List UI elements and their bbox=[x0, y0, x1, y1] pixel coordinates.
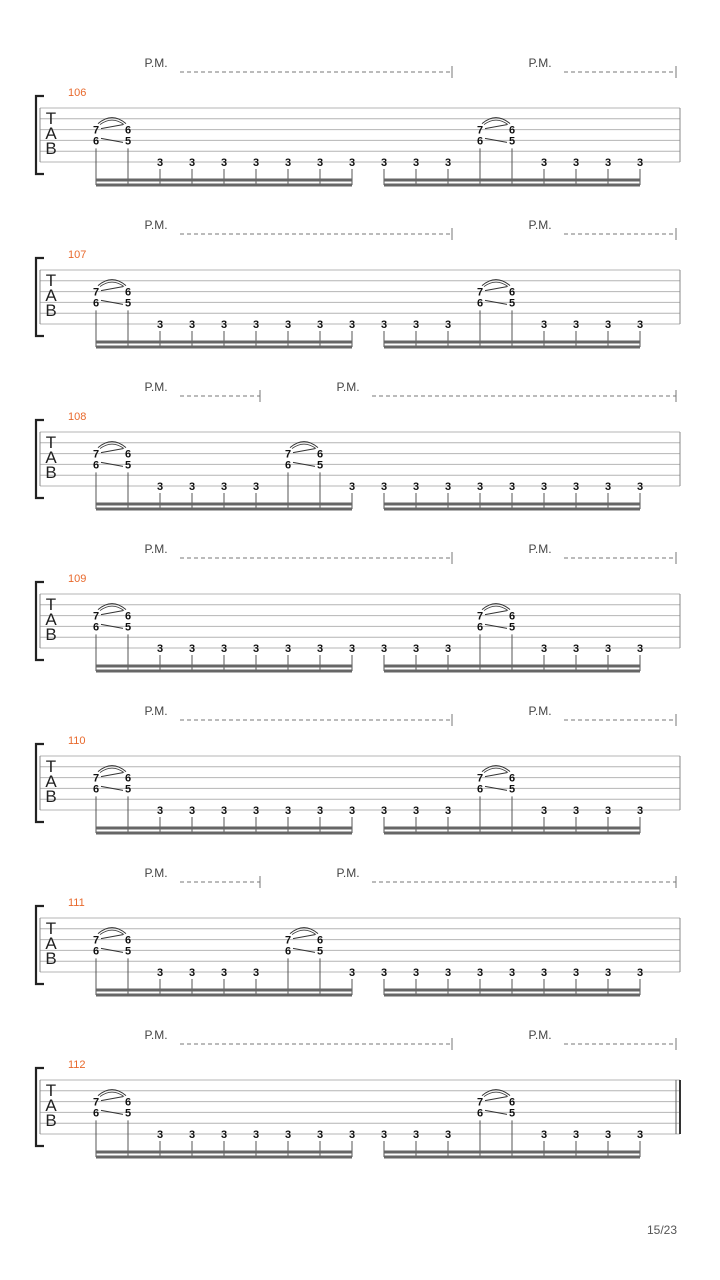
tab-clef-letter: T bbox=[45, 919, 57, 938]
slide-line bbox=[293, 935, 315, 939]
note-beam bbox=[96, 508, 352, 511]
fret-number: 3 bbox=[540, 1129, 548, 1141]
fret-number: 3 bbox=[444, 1129, 452, 1141]
fret-number: 3 bbox=[380, 643, 388, 655]
bar-number: 107 bbox=[68, 249, 87, 261]
tab-clef-letter: B bbox=[45, 625, 57, 644]
fret-number: 3 bbox=[348, 481, 356, 493]
tab-system bbox=[36, 380, 680, 511]
fret-number: 3 bbox=[188, 805, 196, 817]
tab-clef-letter: A bbox=[45, 934, 57, 953]
fret-number: 3 bbox=[572, 967, 580, 979]
fret-number: 6 bbox=[124, 610, 132, 623]
tie-arc bbox=[484, 768, 508, 773]
fret-number: 3 bbox=[156, 643, 164, 655]
fret-number: 3 bbox=[572, 319, 580, 331]
fret-number: 7 bbox=[92, 772, 100, 785]
fret-number: 3 bbox=[636, 157, 644, 169]
fret-number: 3 bbox=[572, 1129, 580, 1141]
fret-number: 6 bbox=[124, 934, 132, 947]
palm-mute-label: P.M. bbox=[528, 704, 552, 718]
fret-number: 3 bbox=[188, 967, 196, 979]
note-beam bbox=[384, 832, 640, 835]
fret-number: 3 bbox=[636, 805, 644, 817]
fret-number: 3 bbox=[412, 805, 420, 817]
fret-number: 3 bbox=[604, 319, 612, 331]
fret-number: 5 bbox=[508, 135, 516, 148]
tab-system bbox=[36, 1028, 680, 1159]
note-beam bbox=[96, 1151, 352, 1154]
slide-line bbox=[293, 449, 315, 453]
tie-arc bbox=[484, 1092, 508, 1097]
fret-number: 3 bbox=[636, 481, 644, 493]
fret-number: 3 bbox=[476, 967, 484, 979]
tab-system bbox=[36, 704, 680, 835]
palm-mute-label: P.M. bbox=[144, 542, 168, 556]
fret-number: 3 bbox=[540, 157, 548, 169]
fret-number: 6 bbox=[92, 783, 100, 796]
note-beam bbox=[96, 346, 352, 349]
note-beam bbox=[96, 994, 352, 997]
note-beam bbox=[96, 184, 352, 187]
note-beam bbox=[384, 670, 640, 673]
fret-number: 6 bbox=[92, 1107, 100, 1120]
note-beam bbox=[384, 341, 640, 344]
fret-number: 7 bbox=[92, 934, 100, 947]
note-beam bbox=[384, 184, 640, 187]
tab-clef-letter: T bbox=[45, 271, 57, 290]
fret-number: 3 bbox=[156, 967, 164, 979]
fret-number: 3 bbox=[220, 805, 228, 817]
tie-arc bbox=[100, 444, 124, 449]
fret-number: 6 bbox=[92, 945, 100, 958]
fret-number: 6 bbox=[124, 124, 132, 137]
tie-arc bbox=[100, 930, 124, 935]
tie-arc bbox=[100, 1092, 124, 1097]
fret-number: 6 bbox=[508, 772, 516, 785]
slide-line bbox=[101, 1097, 123, 1101]
fret-number: 3 bbox=[636, 1129, 644, 1141]
fret-number: 3 bbox=[380, 1129, 388, 1141]
fret-number: 3 bbox=[636, 643, 644, 655]
fret-number: 3 bbox=[156, 1129, 164, 1141]
fret-number: 3 bbox=[636, 967, 644, 979]
fret-number: 3 bbox=[348, 967, 356, 979]
tab-clef-letter: A bbox=[45, 286, 57, 305]
fret-number: 3 bbox=[508, 967, 516, 979]
note-beam bbox=[96, 670, 352, 673]
fret-number: 3 bbox=[412, 319, 420, 331]
fret-number: 6 bbox=[508, 286, 516, 299]
fret-number: 3 bbox=[156, 157, 164, 169]
slide-line bbox=[101, 773, 123, 777]
note-beam bbox=[96, 827, 352, 830]
fret-number: 6 bbox=[124, 772, 132, 785]
tab-clef-letter: T bbox=[45, 433, 57, 452]
fret-number: 6 bbox=[124, 286, 132, 299]
fret-number: 3 bbox=[348, 643, 356, 655]
fret-number: 3 bbox=[316, 643, 324, 655]
fret-number: 3 bbox=[604, 481, 612, 493]
palm-mute-label: P.M. bbox=[144, 866, 168, 880]
fret-number: 3 bbox=[604, 643, 612, 655]
fret-number: 3 bbox=[156, 805, 164, 817]
fret-number: 7 bbox=[476, 610, 484, 623]
palm-mute-label: P.M. bbox=[144, 56, 168, 70]
palm-mute-label: P.M. bbox=[144, 1028, 168, 1042]
fret-number: 3 bbox=[636, 319, 644, 331]
fret-number: 3 bbox=[380, 805, 388, 817]
tab-system bbox=[36, 542, 680, 673]
palm-mute-label: P.M. bbox=[144, 704, 168, 718]
fret-number: 3 bbox=[316, 805, 324, 817]
fret-number: 5 bbox=[124, 621, 132, 634]
note-beam bbox=[384, 179, 640, 182]
fret-number: 7 bbox=[476, 286, 484, 299]
fret-number: 3 bbox=[252, 481, 260, 493]
fret-number: 3 bbox=[284, 643, 292, 655]
note-beam bbox=[96, 503, 352, 506]
bar-number: 108 bbox=[68, 411, 87, 423]
tab-clef-letter: T bbox=[45, 1081, 57, 1100]
fret-number: 3 bbox=[380, 967, 388, 979]
fret-number: 6 bbox=[316, 448, 324, 461]
fret-number: 3 bbox=[188, 157, 196, 169]
tie-arc bbox=[292, 444, 316, 449]
tab-clef-letter: A bbox=[45, 1096, 57, 1115]
bar-number: 109 bbox=[68, 573, 87, 585]
tab-system bbox=[36, 56, 680, 187]
slide-line bbox=[485, 125, 507, 129]
fret-number: 5 bbox=[124, 459, 132, 472]
slide-line bbox=[485, 773, 507, 777]
fret-number: 3 bbox=[380, 481, 388, 493]
fret-number: 3 bbox=[444, 481, 452, 493]
tab-clef-letter: T bbox=[45, 757, 57, 776]
tab-clef-letter: B bbox=[45, 463, 57, 482]
tab-clef-letter: A bbox=[45, 124, 57, 143]
fret-number: 3 bbox=[412, 967, 420, 979]
tie-arc bbox=[292, 930, 316, 935]
fret-number: 6 bbox=[508, 1096, 516, 1109]
tie-arc bbox=[100, 606, 124, 611]
tie-arc bbox=[100, 282, 124, 287]
fret-number: 5 bbox=[124, 135, 132, 148]
note-beam bbox=[384, 1156, 640, 1159]
slide-line bbox=[101, 125, 123, 129]
fret-number: 3 bbox=[220, 319, 228, 331]
fret-number: 3 bbox=[444, 805, 452, 817]
fret-number: 3 bbox=[444, 157, 452, 169]
fret-number: 3 bbox=[316, 157, 324, 169]
fret-number: 3 bbox=[284, 805, 292, 817]
palm-mute-label: P.M. bbox=[528, 542, 552, 556]
tab-system bbox=[36, 866, 680, 997]
fret-number: 3 bbox=[348, 157, 356, 169]
note-beam bbox=[384, 346, 640, 349]
fret-number: 5 bbox=[124, 1107, 132, 1120]
tab-systems bbox=[36, 56, 680, 1159]
fret-number: 6 bbox=[124, 448, 132, 461]
fret-number: 6 bbox=[508, 124, 516, 137]
fret-number: 3 bbox=[316, 319, 324, 331]
slide-line bbox=[485, 1097, 507, 1101]
fret-number: 3 bbox=[604, 967, 612, 979]
fret-number: 3 bbox=[540, 319, 548, 331]
fret-number: 3 bbox=[316, 1129, 324, 1141]
fret-number: 3 bbox=[412, 157, 420, 169]
fret-number: 3 bbox=[220, 157, 228, 169]
fret-number: 5 bbox=[316, 459, 324, 472]
fret-number: 3 bbox=[252, 643, 260, 655]
fret-number: 3 bbox=[540, 967, 548, 979]
fret-number: 3 bbox=[604, 1129, 612, 1141]
note-beam bbox=[384, 989, 640, 992]
slide-line bbox=[101, 449, 123, 453]
bar-number: 111 bbox=[68, 897, 85, 909]
tab-clef-letter: A bbox=[45, 772, 57, 791]
fret-number: 3 bbox=[572, 643, 580, 655]
note-beam bbox=[384, 827, 640, 830]
fret-number: 3 bbox=[604, 157, 612, 169]
fret-number: 6 bbox=[476, 135, 484, 148]
fret-number: 6 bbox=[284, 459, 292, 472]
fret-number: 6 bbox=[92, 621, 100, 634]
fret-number: 3 bbox=[252, 1129, 260, 1141]
palm-mute-label: P.M. bbox=[528, 56, 552, 70]
fret-number: 7 bbox=[476, 124, 484, 137]
fret-number: 3 bbox=[444, 967, 452, 979]
slide-line bbox=[101, 287, 123, 291]
slide-line bbox=[485, 287, 507, 291]
fret-number: 7 bbox=[476, 1096, 484, 1109]
fret-number: 3 bbox=[540, 805, 548, 817]
fret-number: 3 bbox=[348, 1129, 356, 1141]
fret-number: 3 bbox=[220, 1129, 228, 1141]
tab-clef-letter: B bbox=[45, 139, 57, 158]
tab-clef-letter: B bbox=[45, 787, 57, 806]
fret-number: 6 bbox=[476, 1107, 484, 1120]
note-beam bbox=[96, 1156, 352, 1159]
palm-mute-label: P.M. bbox=[336, 380, 360, 394]
fret-number: 3 bbox=[412, 643, 420, 655]
note-beam bbox=[96, 341, 352, 344]
fret-number: 3 bbox=[444, 643, 452, 655]
fret-number: 3 bbox=[604, 805, 612, 817]
tab-clef-letter: T bbox=[45, 109, 57, 128]
palm-mute-label: P.M. bbox=[144, 380, 168, 394]
fret-number: 5 bbox=[316, 945, 324, 958]
fret-number: 6 bbox=[92, 459, 100, 472]
fret-number: 7 bbox=[92, 286, 100, 299]
fret-number: 5 bbox=[124, 783, 132, 796]
fret-number: 6 bbox=[316, 934, 324, 947]
fret-number: 3 bbox=[572, 481, 580, 493]
fret-number: 7 bbox=[92, 124, 100, 137]
fret-number: 7 bbox=[284, 448, 292, 461]
fret-number: 3 bbox=[220, 643, 228, 655]
fret-number: 3 bbox=[572, 805, 580, 817]
fret-number: 3 bbox=[540, 481, 548, 493]
bar-number: 106 bbox=[68, 87, 87, 99]
fret-number: 6 bbox=[508, 610, 516, 623]
tab-clef-letter: B bbox=[45, 301, 57, 320]
note-beam bbox=[96, 832, 352, 835]
note-beam bbox=[384, 994, 640, 997]
palm-mute-label: P.M. bbox=[336, 866, 360, 880]
fret-number: 3 bbox=[540, 643, 548, 655]
fret-number: 3 bbox=[284, 1129, 292, 1141]
fret-number: 3 bbox=[380, 157, 388, 169]
note-beam bbox=[96, 665, 352, 668]
slide-line bbox=[485, 611, 507, 615]
fret-number: 3 bbox=[220, 967, 228, 979]
tab-clef-letter: A bbox=[45, 448, 57, 467]
fret-number: 6 bbox=[476, 621, 484, 634]
page-number: 15/23 bbox=[646, 1223, 677, 1237]
note-beam bbox=[384, 665, 640, 668]
tie-arc bbox=[484, 606, 508, 611]
palm-mute-label: P.M. bbox=[144, 218, 168, 232]
fret-number: 6 bbox=[124, 1096, 132, 1109]
fret-number: 3 bbox=[380, 319, 388, 331]
fret-number: 3 bbox=[252, 967, 260, 979]
note-beam bbox=[384, 503, 640, 506]
fret-number: 3 bbox=[412, 1129, 420, 1141]
fret-number: 3 bbox=[220, 481, 228, 493]
fret-number: 3 bbox=[188, 1129, 196, 1141]
fret-number: 6 bbox=[284, 945, 292, 958]
palm-mute-label: P.M. bbox=[528, 1028, 552, 1042]
fret-number: 7 bbox=[92, 1096, 100, 1109]
fret-number: 3 bbox=[284, 157, 292, 169]
fret-number: 7 bbox=[92, 448, 100, 461]
fret-number: 3 bbox=[188, 319, 196, 331]
fret-number: 3 bbox=[284, 319, 292, 331]
fret-number: 3 bbox=[188, 643, 196, 655]
tab-system bbox=[36, 218, 680, 349]
fret-number: 5 bbox=[124, 297, 132, 310]
note-beam bbox=[384, 508, 640, 511]
fret-number: 5 bbox=[508, 297, 516, 310]
fret-number: 3 bbox=[252, 319, 260, 331]
fret-number: 5 bbox=[508, 783, 516, 796]
fret-number: 3 bbox=[572, 157, 580, 169]
fret-number: 6 bbox=[92, 135, 100, 148]
fret-number: 3 bbox=[476, 481, 484, 493]
fret-number: 6 bbox=[476, 783, 484, 796]
fret-number: 3 bbox=[188, 481, 196, 493]
note-beam bbox=[96, 989, 352, 992]
bar-number: 110 bbox=[68, 735, 86, 747]
fret-number: 3 bbox=[508, 481, 516, 493]
tab-clef-letter: B bbox=[45, 949, 57, 968]
fret-number: 3 bbox=[252, 157, 260, 169]
note-beam bbox=[96, 179, 352, 182]
fret-number: 3 bbox=[348, 805, 356, 817]
fret-number: 7 bbox=[476, 772, 484, 785]
fret-number: 6 bbox=[92, 297, 100, 310]
fret-number: 5 bbox=[508, 1107, 516, 1120]
tie-arc bbox=[484, 282, 508, 287]
slide-line bbox=[101, 611, 123, 615]
fret-number: 5 bbox=[508, 621, 516, 634]
fret-number: 3 bbox=[252, 805, 260, 817]
note-beam bbox=[384, 1151, 640, 1154]
fret-number: 3 bbox=[444, 319, 452, 331]
fret-number: 7 bbox=[284, 934, 292, 947]
fret-number: 3 bbox=[412, 481, 420, 493]
tab-clef-letter: T bbox=[45, 595, 57, 614]
tab-clef-letter: B bbox=[45, 1111, 57, 1130]
tie-arc bbox=[484, 120, 508, 125]
fret-number: 5 bbox=[124, 945, 132, 958]
tie-arc bbox=[100, 768, 124, 773]
fret-number: 3 bbox=[348, 319, 356, 331]
fret-number: 7 bbox=[92, 610, 100, 623]
tie-arc bbox=[100, 120, 124, 125]
palm-mute-label: P.M. bbox=[528, 218, 552, 232]
tab-clef-letter: A bbox=[45, 610, 57, 629]
fret-number: 3 bbox=[156, 319, 164, 331]
bar-number: 112 bbox=[68, 1059, 86, 1071]
fret-number: 6 bbox=[476, 297, 484, 310]
fret-number: 3 bbox=[156, 481, 164, 493]
slide-line bbox=[101, 935, 123, 939]
